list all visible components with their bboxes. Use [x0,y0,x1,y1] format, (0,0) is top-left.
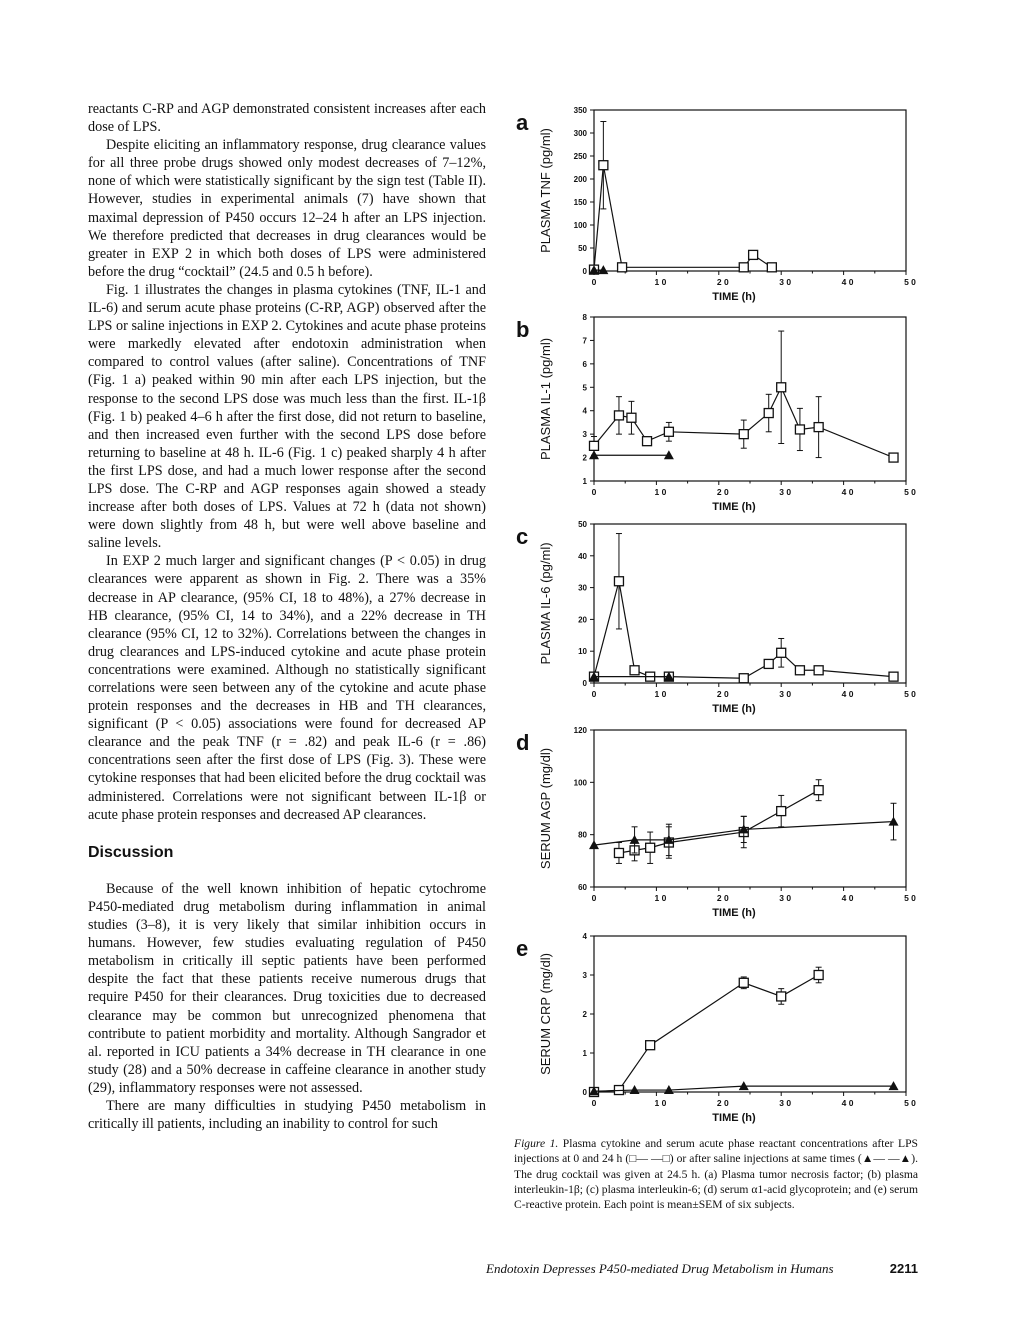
paragraph: reactants C-RP and AGP demonstrated consistent increases after each dose of LPS. [88,101,486,136]
x-tick-label: 4 0 [841,487,854,497]
x-axis-label: TIME (h) [712,291,756,303]
y-axis-label: PLASMA IL-1 (pg/ml) [538,337,553,461]
y-axis-label: SERUM CRP (mg/dl) [538,953,553,1075]
data-point-square [739,263,748,272]
data-point-square [814,971,823,980]
caption-label: Figure 1. [514,1137,559,1150]
data-point-square [646,1041,655,1050]
data-point-square [643,437,652,446]
x-axis-label: TIME (h) [712,907,756,919]
y-tick-label: 2 [582,453,587,463]
section-heading: Discussion [88,843,174,861]
data-point-square [777,807,786,816]
x-tick-label: 0 [591,893,597,903]
chart-panel-b [516,313,916,513]
chart-panel-e [516,932,916,1124]
paragraph: Fig. 1 illustrates the changes in plasma cytokines (TNF, IL-1 and IL-6) and serum acute phase proteins (C-RP, AGP) observed after the LPS or saline injections in EXP 2. Cytokines and acute phase proteins were markedly elevated after endotoxin administration when compared to control values (after saline). Concentrations of TNF (Fig. 1 a) peaked within 90 min after each LPS injection, but the response to the second LPS dose was much less than the first. IL-1β (Fig. 1 b) peaked 4–6 h after the first dose, did not return to baseline, and then increased even further with the second LPS dose before returning to baseline at 48 h. IL-6 (Fig. 1 c) peaked sharply 4 h after the first LPS dose, and had a much lower response after the second LPS dose. The C-RP and AGP responses again showed a steady increase after both doses of LPS. Values at 72 h (data not shown) were down slightly from 48 h, but were well above baseline and saline levels. [88,281,486,552]
x-tick-label: 5 0 [904,277,916,287]
x-tick-label: 1 0 [654,1098,667,1108]
data-point-square [814,786,823,795]
data-point-square [889,453,898,462]
caption-body: Plasma cytokine and serum acute phase reactant concentrations after LPS injections at 0 and 24 h (□— —□) or after saline injections at same times (▲— —▲). The drug cocktail was given at 24.5 h. (a) Plasma tumor necrosis factor; (b) plasma interleukin-1β; (c) plasma interleukin-6; (d) serum α1-acid glycoprotein; and (e) serum C-reactive protein. Each point is mean±SEM of six subjects. [514,1137,918,1212]
paragraph: In EXP 2 much larger and significant changes (P < 0.05) in drug clearances were apparent as shown in Fig. 2. There was a 35% decrease in AP clearance, (95% CI, 18 to 48%), a 27% decrease in HB clearance, (95% CI, 14 to 34%), and a 22% decrease in TH clearance (95% CI, 12 to 32%). Correlations between the changes in drug clearances and LPS-induced cytokine and acute phase protein concentrations were examined. Although no statistically significant correlations were seen between any of the cytokine and acute phase protein responses and the decreases in HB and TH clearances, significant (P < 0.05) associations were found for decreased AP clearance and the peak TNF (r = .82) and peak IL-6 (r = .86) concentrations seen after the first dose of LPS (Fig. 3). These were cytokine responses that had been elicited before the drug cocktail was administered. Correlations were not significant between IL-1β or acute phase protein responses and decreased AP clearances. [88,553,486,823]
series-line-lps [594,581,894,678]
data-point-square [614,577,623,586]
data-point-square [630,666,639,675]
paragraph: There are many difficulties in studying P450 metabolism in critically ill patients, including an inability to control for such [88,1097,486,1133]
panel-letter: a [516,110,529,135]
data-point-square [618,263,627,272]
y-tick-label: 300 [573,129,587,138]
y-tick-label: 8 [582,313,587,322]
x-tick-label: 1 0 [654,689,667,699]
data-point-square [767,263,776,272]
data-point-triangle [889,817,899,826]
body-text-column [88,100,486,1133]
y-tick-label: 120 [573,726,587,735]
y-tick-label: 150 [573,198,587,207]
x-axis-label: TIME (h) [712,1112,756,1124]
data-point-square [739,978,748,987]
x-tick-label: 1 0 [654,487,667,497]
x-tick-label: 0 [591,277,597,287]
series-line-lps [594,165,772,269]
panel-letter: d [516,730,530,755]
x-tick-label: 2 0 [716,689,729,699]
x-tick-label: 3 0 [779,1098,792,1108]
x-tick-label: 5 0 [904,1098,916,1108]
y-tick-label: 20 [578,615,587,625]
data-point-square [795,425,804,434]
data-point-square [777,992,786,1001]
y-tick-label: 60 [578,883,587,892]
data-point-square [614,848,623,857]
data-point-square [764,659,773,668]
x-tick-label: 0 [591,689,597,699]
data-point-square [814,423,823,432]
y-tick-label: 10 [578,647,587,657]
x-axis-label: TIME (h) [712,501,756,513]
y-tick-label: 40 [578,551,587,561]
panel-letter: b [516,317,530,342]
y-tick-label: 100 [573,221,587,230]
y-tick-label: 0 [582,1088,587,1097]
x-tick-label: 3 0 [779,893,792,903]
data-point-square [764,409,773,418]
running-title: Endotoxin Depresses P450-mediated Drug Metabolism in Humans [486,1261,834,1276]
x-tick-label: 2 0 [716,487,729,497]
y-tick-label: 50 [578,520,587,529]
y-tick-label: 0 [582,679,587,688]
x-tick-label: 0 [591,487,597,497]
x-tick-label: 4 0 [841,1098,854,1108]
x-tick-label: 3 0 [779,277,792,287]
plot-frame [594,730,906,887]
plot-frame [594,110,906,271]
chart-panel-a [516,106,916,303]
plot-frame [594,317,906,481]
x-axis-label: TIME (h) [712,703,756,715]
data-point-square [749,250,758,259]
data-point-square [664,427,673,436]
x-tick-label: 3 0 [779,487,792,497]
data-point-square [599,161,608,170]
x-tick-label: 0 [591,1098,597,1108]
x-tick-label: 4 0 [841,893,854,903]
data-point-square [814,666,823,675]
data-point-square [777,383,786,392]
y-tick-label: 6 [582,359,587,369]
x-tick-label: 1 0 [654,277,667,287]
y-tick-label: 0 [582,267,587,276]
paragraph: Because of the well known inhibition of hepatic cytochrome P450-mediated drug metabolism during inflammation in animal studies (3–8), it is very likely that similar inhibition occurs in humans. However, few studies evaluating regulation of P450 metabolism in critically ill septic patients have been performed despite the fact that these patients receive numerous drugs that require P450 for their clearances. Drug toxicities due to decreased clearance may be common but unrecognized phenomena that contribute to patient morbidity and mortality. Although Sangrador et al. reported in ICU patients a 34% decrease in TH clearance in one study (28) and a 50% decrease in caffeine clearance in another study (29), inflammatory responses were not assessed. [88,880,486,1096]
y-tick-label: 2 [582,1010,587,1019]
plot-frame [594,936,906,1092]
x-tick-label: 5 0 [904,893,916,903]
data-point-square [739,430,748,439]
x-tick-label: 2 0 [716,1098,729,1108]
figure-1 [510,98,930,1133]
panel-letter: c [516,524,529,549]
y-tick-label: 80 [578,830,587,840]
x-tick-label: 5 0 [904,487,916,497]
y-axis-label: PLASMA TNF (pg/ml) [538,128,553,253]
y-tick-label: 7 [582,336,587,346]
y-tick-label: 200 [573,175,587,184]
y-tick-label: 1 [582,477,587,486]
x-tick-label: 3 0 [779,689,792,699]
y-tick-label: 50 [578,244,587,253]
chart-panel-d [516,726,916,919]
y-tick-label: 100 [573,778,587,788]
data-point-square [590,441,599,450]
figure-caption [514,1136,918,1212]
data-point-square [795,666,804,675]
data-point-square [739,674,748,683]
data-point-square [889,672,898,681]
x-tick-label: 2 0 [716,893,729,903]
y-tick-label: 30 [578,583,587,593]
y-tick-label: 250 [573,152,587,161]
data-point-square [614,411,623,420]
y-axis-label: SERUM AGP (mg/dl) [538,747,553,870]
y-axis-label: PLASMA IL-6 (pg/ml) [538,542,553,665]
y-tick-label: 350 [573,106,587,115]
data-point-square [777,648,786,657]
x-tick-label: 4 0 [841,689,854,699]
x-tick-label: 1 0 [654,893,667,903]
y-tick-label: 4 [582,932,587,941]
x-tick-label: 4 0 [841,277,854,287]
page-number: 2211 [889,1261,918,1276]
paragraph: Despite eliciting an inflammatory response, drug clearance values for all three probe drugs showed only modest decreases of 7–12%, none of which were statistically significant by the sign test (Table II). However, studies in experimental animals (7) have shown that maximal depression of P450 occurs 12–24 h after an LPS injection. We therefore predicted that decreases in drug clearances would be greater in EXP 2 in which both doses of LPS were administered before the drug “cocktail” (24.5 and 0.5 h before). [88,137,486,280]
plot-frame [594,524,906,683]
x-tick-label: 2 0 [716,277,729,287]
y-tick-label: 4 [582,406,587,416]
panel-letter: e [516,936,529,961]
x-tick-label: 5 0 [904,689,916,699]
chart-panel-c [516,520,916,715]
y-tick-label: 1 [582,1049,587,1058]
page-footer [486,1261,918,1277]
data-point-square [646,843,655,852]
y-tick-label: 3 [582,430,587,440]
y-tick-label: 5 [582,383,587,393]
data-point-square [627,413,636,422]
y-tick-label: 3 [582,971,587,980]
